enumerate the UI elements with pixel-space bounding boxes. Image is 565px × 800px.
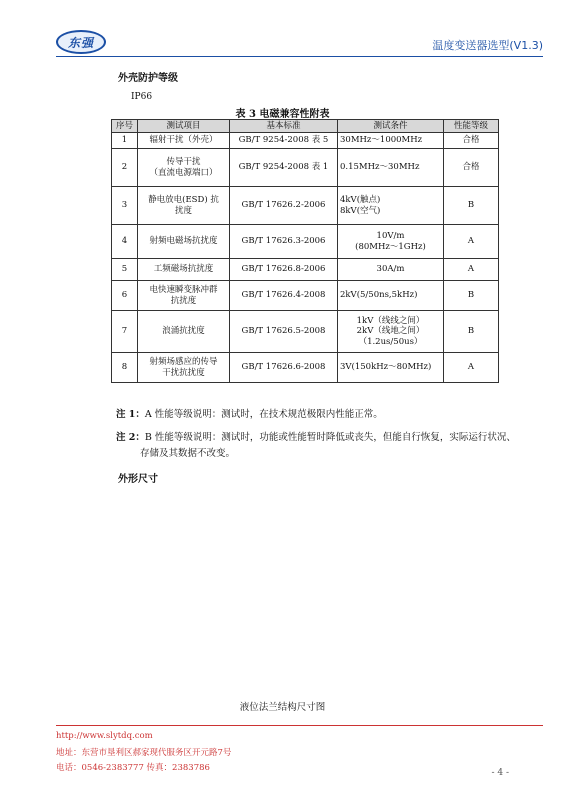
note-1-label: 注 1： [116, 409, 145, 420]
figure-caption: 液位法兰结构尺寸图 [239, 702, 326, 713]
company-logo [56, 30, 106, 54]
cell-item [138, 149, 230, 187]
cell-condition-line: 1kV（线线之间） [356, 315, 425, 326]
cell-grade [444, 281, 499, 311]
cell-grade-line: A [467, 264, 475, 275]
cell-grade-line: B [467, 200, 475, 211]
cell-condition-line: 4kV(触点) [340, 194, 381, 205]
cell-no-line: 4 [121, 236, 128, 247]
cell-item-line: 干扰抗扰度 [162, 367, 205, 378]
cell-condition [338, 353, 444, 383]
cell-no [112, 311, 138, 353]
cell-item-line: （直流电源端口） [149, 167, 218, 178]
emc-table [111, 119, 499, 383]
cell-condition [338, 225, 444, 259]
cell-grade [444, 259, 499, 281]
note-2 [116, 430, 516, 446]
cell-item [138, 311, 230, 353]
cell-condition [338, 311, 444, 353]
cell-condition-line: 2kV（线地之间） [356, 326, 425, 337]
note-2-label: 注 2： [116, 432, 145, 443]
cell-no [112, 259, 138, 281]
cell-standard-line: GB/T 17626.4-2008 [241, 290, 326, 301]
cell-no [112, 281, 138, 311]
cell-standard [230, 353, 338, 383]
cell-condition [338, 149, 444, 187]
cell-condition [338, 133, 444, 149]
table-row [112, 281, 499, 311]
cell-standard [230, 281, 338, 311]
cell-no-line: 5 [121, 264, 128, 275]
cell-grade [444, 187, 499, 225]
cell-grade [444, 311, 499, 353]
cell-item-line: 抗扰度 [170, 295, 197, 306]
col-header-grade: 性能等级 [444, 120, 499, 133]
logo-text: 东强 [67, 35, 94, 50]
col-header-condition: 测试条件 [338, 120, 444, 133]
cell-item-line: 辐射干扰（外壳） [149, 135, 218, 146]
cell-standard-line: GB/T 9254-2008 表 5 [238, 135, 329, 146]
cell-grade-line: 合格 [462, 135, 480, 146]
cell-condition-line: 2kV(5/50ns,5kHz) [340, 290, 418, 301]
cell-standard [230, 225, 338, 259]
cell-no-line: 8 [121, 362, 128, 373]
cell-no [112, 133, 138, 149]
cell-standard-line: GB/T 17626.6-2008 [241, 362, 326, 373]
cell-no [112, 225, 138, 259]
document-title: 温度变送器选型(V1.3) [432, 39, 543, 52]
note-2-text: B 性能等级说明：测试时，功能或性能暂时降低或丧失，但能自行恢复，实际运行状况、 [144, 432, 516, 443]
section-heading-enclosure: 外壳防护等级 [118, 73, 178, 84]
table-row [112, 187, 499, 225]
cell-item [138, 225, 230, 259]
footer-address: 地址：东营市垦利区郝家现代服务区开元路7号 [56, 748, 232, 758]
cell-item-line: 传导干扰 [166, 156, 201, 167]
table-row [112, 311, 499, 353]
cell-standard [230, 259, 338, 281]
ip-rating: IP66 [131, 92, 153, 102]
cell-no [112, 187, 138, 225]
page-number: - 4 - [491, 768, 509, 778]
cell-standard-line: GB/T 17626.8-2006 [241, 264, 326, 275]
footer-url[interactable]: http://www.slytdq.com [56, 731, 153, 741]
cell-grade-line: B [467, 290, 475, 301]
cell-no [112, 353, 138, 383]
col-header-item: 测试项目 [138, 120, 230, 133]
cell-item-line: 射频场感应的传导 [149, 356, 218, 367]
cell-no-line: 6 [121, 290, 128, 301]
cell-condition-line: (80MHz～1GHz) [355, 241, 426, 252]
header-divider [56, 56, 543, 57]
cell-no [112, 149, 138, 187]
cell-standard [230, 187, 338, 225]
cell-grade [444, 225, 499, 259]
cell-grade [444, 133, 499, 149]
cell-grade [444, 149, 499, 187]
cell-item [138, 187, 230, 225]
cell-item-line: 浪涌抗扰度 [162, 326, 205, 337]
footer-phone: 电话：0546-2383777 传真：2383786 [56, 763, 210, 773]
cell-no-line: 3 [121, 200, 128, 211]
table-row [112, 259, 499, 281]
col-header-standard: 基本标准 [230, 120, 338, 133]
cell-condition-line: 0.15MHz～30MHz [340, 162, 420, 173]
cell-condition-line: 10V/m [376, 230, 405, 241]
col-header-no: 序号 [112, 120, 138, 133]
cell-item [138, 133, 230, 149]
cell-item [138, 353, 230, 383]
cell-grade-line: A [467, 362, 475, 373]
section-heading-dimensions: 外形尺寸 [118, 474, 158, 485]
cell-condition-line: 30A/m [376, 264, 405, 275]
footer-divider [56, 725, 543, 726]
note-1-text: A 性能等级说明：测试时，在技术规范极限内性能正常。 [144, 409, 383, 420]
cell-condition-line: 30MHz～1000MHz [340, 135, 423, 146]
cell-item [138, 281, 230, 311]
note-1 [116, 407, 383, 423]
table-row [112, 225, 499, 259]
table-row [112, 149, 499, 187]
table-row [112, 353, 499, 383]
cell-condition [338, 259, 444, 281]
cell-grade-line: A [467, 236, 475, 247]
cell-standard [230, 133, 338, 149]
table-row [112, 133, 499, 149]
cell-grade [444, 353, 499, 383]
cell-item-line: 工频磁场抗扰度 [153, 264, 214, 275]
cell-no-line: 1 [121, 135, 128, 146]
cell-standard-line: GB/T 17626.5-2008 [241, 326, 326, 337]
cell-standard [230, 149, 338, 187]
cell-standard-line: GB/T 17626.2-2006 [241, 200, 326, 211]
cell-condition-line: （1.2us/50us） [358, 336, 423, 347]
cell-item-line: 静电放电(ESD) 抗 [148, 194, 219, 205]
cell-condition [338, 187, 444, 225]
cell-no-line: 7 [121, 326, 128, 337]
cell-condition-line: 8kV(空气) [340, 205, 381, 216]
cell-condition [338, 281, 444, 311]
table-title: 表 3 电磁兼容性附表 [235, 109, 330, 120]
cell-item [138, 259, 230, 281]
cell-item-line: 电快速瞬变脉冲群 [149, 284, 218, 295]
cell-item-line: 扰度 [174, 205, 192, 216]
cell-grade-line: B [467, 326, 475, 337]
cell-standard [230, 311, 338, 353]
cell-condition-line: 3V(150kHz～80MHz) [340, 362, 432, 373]
cell-no-line: 2 [121, 162, 128, 173]
cell-standard-line: GB/T 17626.3-2006 [241, 236, 326, 247]
cell-grade-line: 合格 [462, 162, 480, 173]
cell-standard-line: GB/T 9254-2008 表 1 [238, 162, 329, 173]
note-2-continued: 存储及其数据不改变。 [140, 448, 236, 459]
table-header-row [112, 120, 499, 133]
cell-item-line: 射频电磁场抗扰度 [149, 236, 218, 247]
